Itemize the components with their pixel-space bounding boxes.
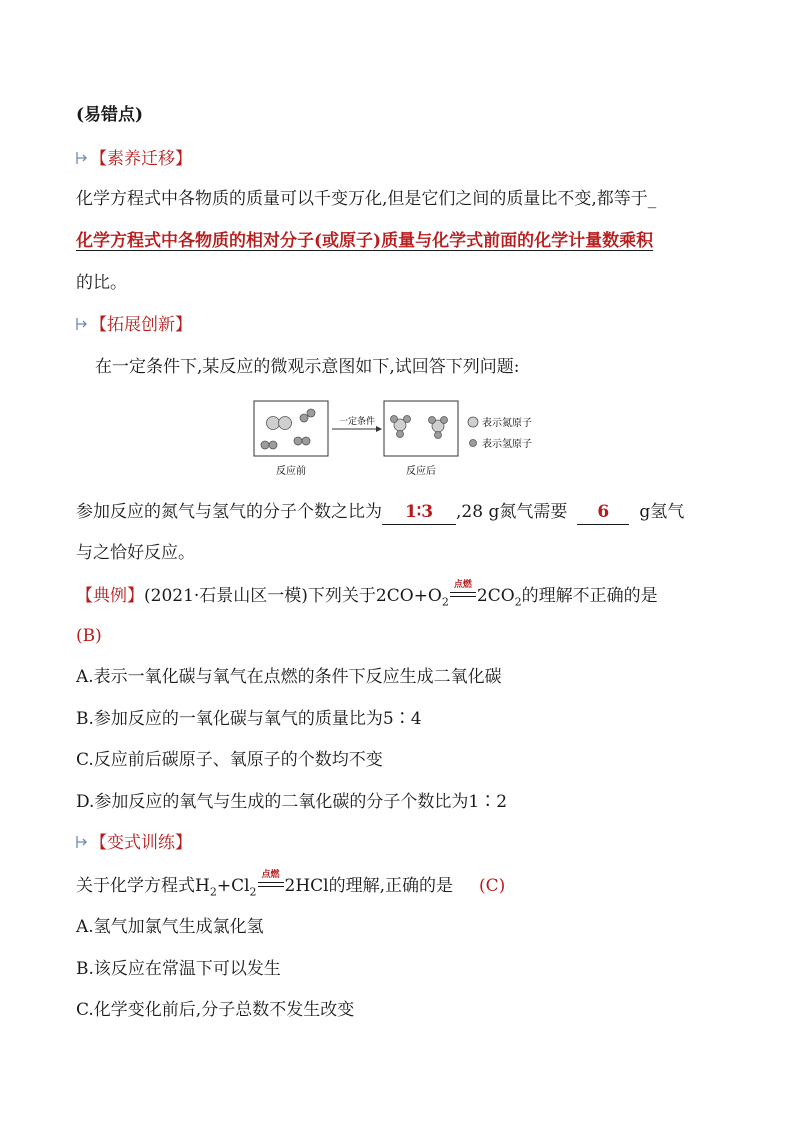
legend-n-label: 表示氮原子: [482, 418, 532, 429]
migration-heading-text: 【素养迁移】: [90, 149, 192, 169]
h-atom: [307, 409, 315, 417]
migration-text1: 化学方程式中各物质的质量可以千变万化,但是它们之间的质量比不变,都等于_: [76, 189, 657, 209]
example-option-d: D.参加反应的氧气与生成的二氧化碳的分子个数比为1∶2: [76, 792, 508, 812]
h-atom: [435, 432, 442, 439]
subscript: 2: [514, 595, 522, 609]
h-atom: [294, 437, 302, 445]
example-option-b: B.参加反应的一氧化碳与氧气的质量比为5∶4: [76, 709, 422, 729]
bookmark-icon: [76, 832, 88, 856]
answer-ratio: 1∶3: [382, 500, 456, 525]
arrow-head: [376, 426, 382, 432]
reaction-condition: [450, 580, 476, 608]
example-heading: 【典例】: [76, 586, 144, 606]
legend-h-atom: [470, 440, 477, 447]
variant-answer: (C): [479, 876, 506, 896]
innovation-question: [76, 500, 684, 525]
legend-h-label: 表示氢原子: [482, 439, 532, 450]
arrow-label: 一定条件: [338, 417, 376, 427]
reaction-diagram: [252, 396, 552, 478]
example-option-c: C.反应前后碳原子、氧原子的个数均不变: [76, 750, 383, 770]
subscript: 2: [249, 885, 257, 899]
innovation-question-line2: 与之恰好反应。: [76, 543, 195, 563]
h-atom: [429, 417, 436, 424]
h-atom: [302, 437, 310, 445]
subscript: 2: [209, 885, 217, 899]
legend-n-atom: [468, 417, 478, 427]
innovation-heading: [76, 313, 192, 338]
h-atom: [391, 416, 398, 423]
stem-text: +Cl: [216, 876, 250, 896]
subscript: 2: [441, 595, 449, 609]
reaction-condition: [258, 870, 284, 898]
example-option-a: A.表示一氧化碳与氧气在点燃的条件下反应生成二氧化碳: [76, 667, 502, 687]
variant-heading: [76, 831, 192, 856]
migration-answer: 化学方程式中各物质的相对分子(或原子)质量与化学式前面的化学计量数乘积: [76, 231, 654, 251]
bookmark-icon: [76, 148, 88, 172]
condition-label: 点燃: [261, 870, 280, 880]
innovation-heading-text: 【拓展创新】: [90, 315, 192, 335]
stem-text: 关于化学方程式H: [76, 876, 210, 896]
variant-stem: [76, 870, 506, 904]
question-text: ,28 g氮气需要: [456, 502, 568, 522]
variant-heading-text: 【变式训练】: [90, 833, 192, 853]
stem-text: 的理解不正确的是: [521, 586, 658, 606]
stem-text: (2021·石景山区一模)下列关于2CO+O: [144, 586, 442, 606]
question-text: 参加反应的氮气与氢气的分子个数之比为: [76, 502, 382, 522]
tag-label: (易错点): [76, 105, 144, 125]
migration-heading: [76, 147, 192, 172]
n-atom: [279, 417, 292, 430]
h-atom: [261, 441, 269, 449]
h-atom: [300, 414, 308, 422]
h-atom: [404, 416, 411, 423]
innovation-intro: 在一定条件下,某反应的微观示意图如下,试回答下列问题:: [95, 357, 520, 377]
variant-option-c: C.化学变化前后,分子总数不发生改变: [76, 1000, 355, 1020]
h-atom: [441, 417, 448, 424]
h-atom: [397, 431, 404, 438]
before-label: 反应前: [276, 466, 306, 477]
example-stem: [76, 580, 658, 614]
answer-mass: 6: [577, 500, 629, 525]
question-text: g氢气: [639, 502, 685, 522]
condition-label: 点燃: [453, 580, 472, 590]
migration-text2: 的比。: [76, 273, 127, 293]
stem-text: 2CO: [476, 586, 515, 606]
example-answer: (B): [76, 626, 102, 646]
after-label: 反应后: [406, 466, 436, 477]
n-atom: [267, 417, 280, 430]
variant-option-b: B.该反应在常温下可以发生: [76, 959, 281, 979]
bookmark-icon: [76, 314, 88, 338]
h-atom: [269, 441, 277, 449]
stem-text: 2HCl的理解,正确的是: [284, 876, 454, 896]
variant-option-a: A.氢气加氯气生成氯化氢: [76, 917, 264, 937]
